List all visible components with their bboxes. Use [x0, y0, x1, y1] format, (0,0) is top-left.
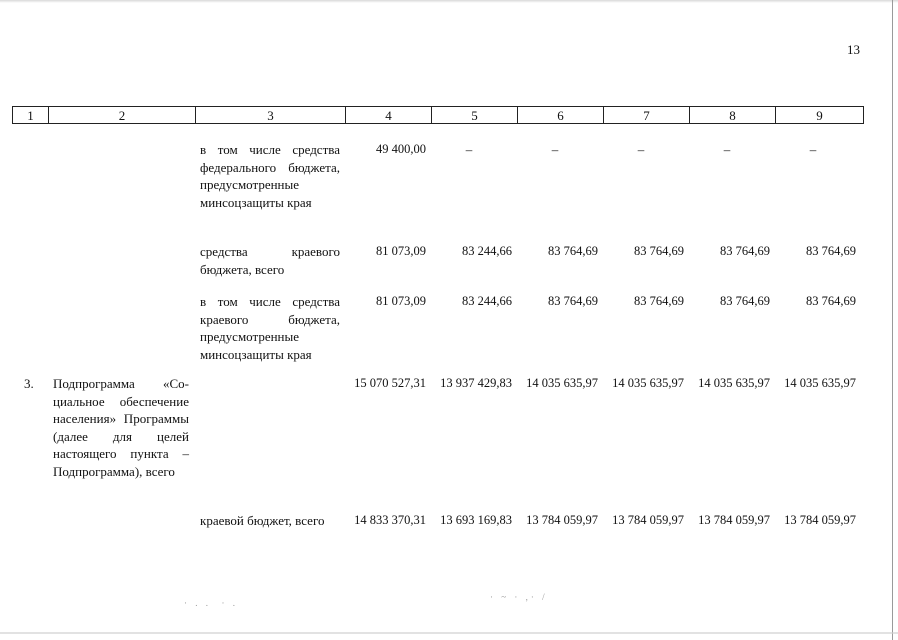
column-header-2: 2	[49, 107, 196, 123]
column-header-5: 5	[432, 107, 518, 123]
scan-speck: · ~ · ,· /	[490, 592, 548, 602]
column-header-6: 6	[518, 107, 604, 123]
row5-col4: 14 833 370,31	[354, 513, 426, 527]
row3-col7: 83 764,69	[634, 294, 684, 308]
row4-col5: 13 937 429,83	[440, 376, 512, 390]
scan-edge-bottom	[0, 632, 898, 634]
row1-col7: –	[637, 142, 645, 157]
column-header-1: 1	[13, 107, 49, 123]
row3-col6: 83 764,69	[548, 294, 598, 308]
column-header-8: 8	[690, 107, 776, 123]
row4-number: 3.	[24, 376, 34, 391]
row2-col5: 83 244,66	[462, 244, 512, 258]
row5-col6: 13 784 059,97	[526, 513, 598, 527]
row5-col8: 13 784 059,97	[698, 513, 770, 527]
row3-col8: 83 764,69	[720, 294, 770, 308]
row2-col9: 83 764,69	[806, 244, 856, 258]
column-header-4: 4	[346, 107, 432, 123]
row1-col8: –	[723, 142, 731, 157]
row5-col9: 13 784 059,97	[784, 513, 856, 527]
column-header-7: 7	[604, 107, 690, 123]
row4-col6: 14 035 635,97	[526, 376, 598, 390]
row1-col4: 49 400,00	[376, 142, 426, 156]
column-header-9: 9	[816, 108, 823, 123]
scan-edge-top	[0, 0, 898, 3]
row4-col8: 14 035 635,97	[698, 376, 770, 390]
row2-col7: 83 764,69	[634, 244, 684, 258]
column-header-3: 3	[196, 107, 346, 123]
scan-edge-right	[892, 0, 893, 640]
row4-title: Подпрограмма «Социальное обеспечение населения» Программы (далее для целей настоящего пункта – Подпрограмма), всего	[53, 376, 189, 479]
row2-col8: 83 764,69	[720, 244, 770, 258]
row2-col6: 83 764,69	[548, 244, 598, 258]
row3-description: в том числе средства краевого бюджета, предусмотренные минсоцзащиты края	[200, 294, 340, 362]
row3-col5: 83 244,66	[462, 294, 512, 308]
row4-col7: 14 035 635,97	[612, 376, 684, 390]
row3-col9: 83 764,69	[806, 294, 856, 308]
row2-col4: 81 073,09	[376, 244, 426, 258]
row1-col9: –	[809, 142, 817, 157]
page-number: 13	[847, 42, 860, 57]
row1-description: в том числе средства федерального бюджета, предусмотренные минсоцзащиты края	[200, 142, 340, 210]
row5-col5: 13 693 169,83	[440, 513, 512, 527]
row1-col5: –	[465, 142, 473, 157]
row4-col4: 15 070 527,31	[354, 376, 426, 390]
row5-description: краевой бюджет, всего	[200, 513, 325, 528]
row4-col9: 14 035 635,97	[784, 376, 856, 390]
table-header-row	[12, 106, 864, 124]
row2-description: средства краевого бюджета, всего	[200, 244, 340, 277]
row3-col4: 81 073,09	[376, 294, 426, 308]
row1-col6: –	[551, 142, 559, 157]
row5-col7: 13 784 059,97	[612, 513, 684, 527]
scan-speck: · . . · .	[184, 598, 238, 608]
